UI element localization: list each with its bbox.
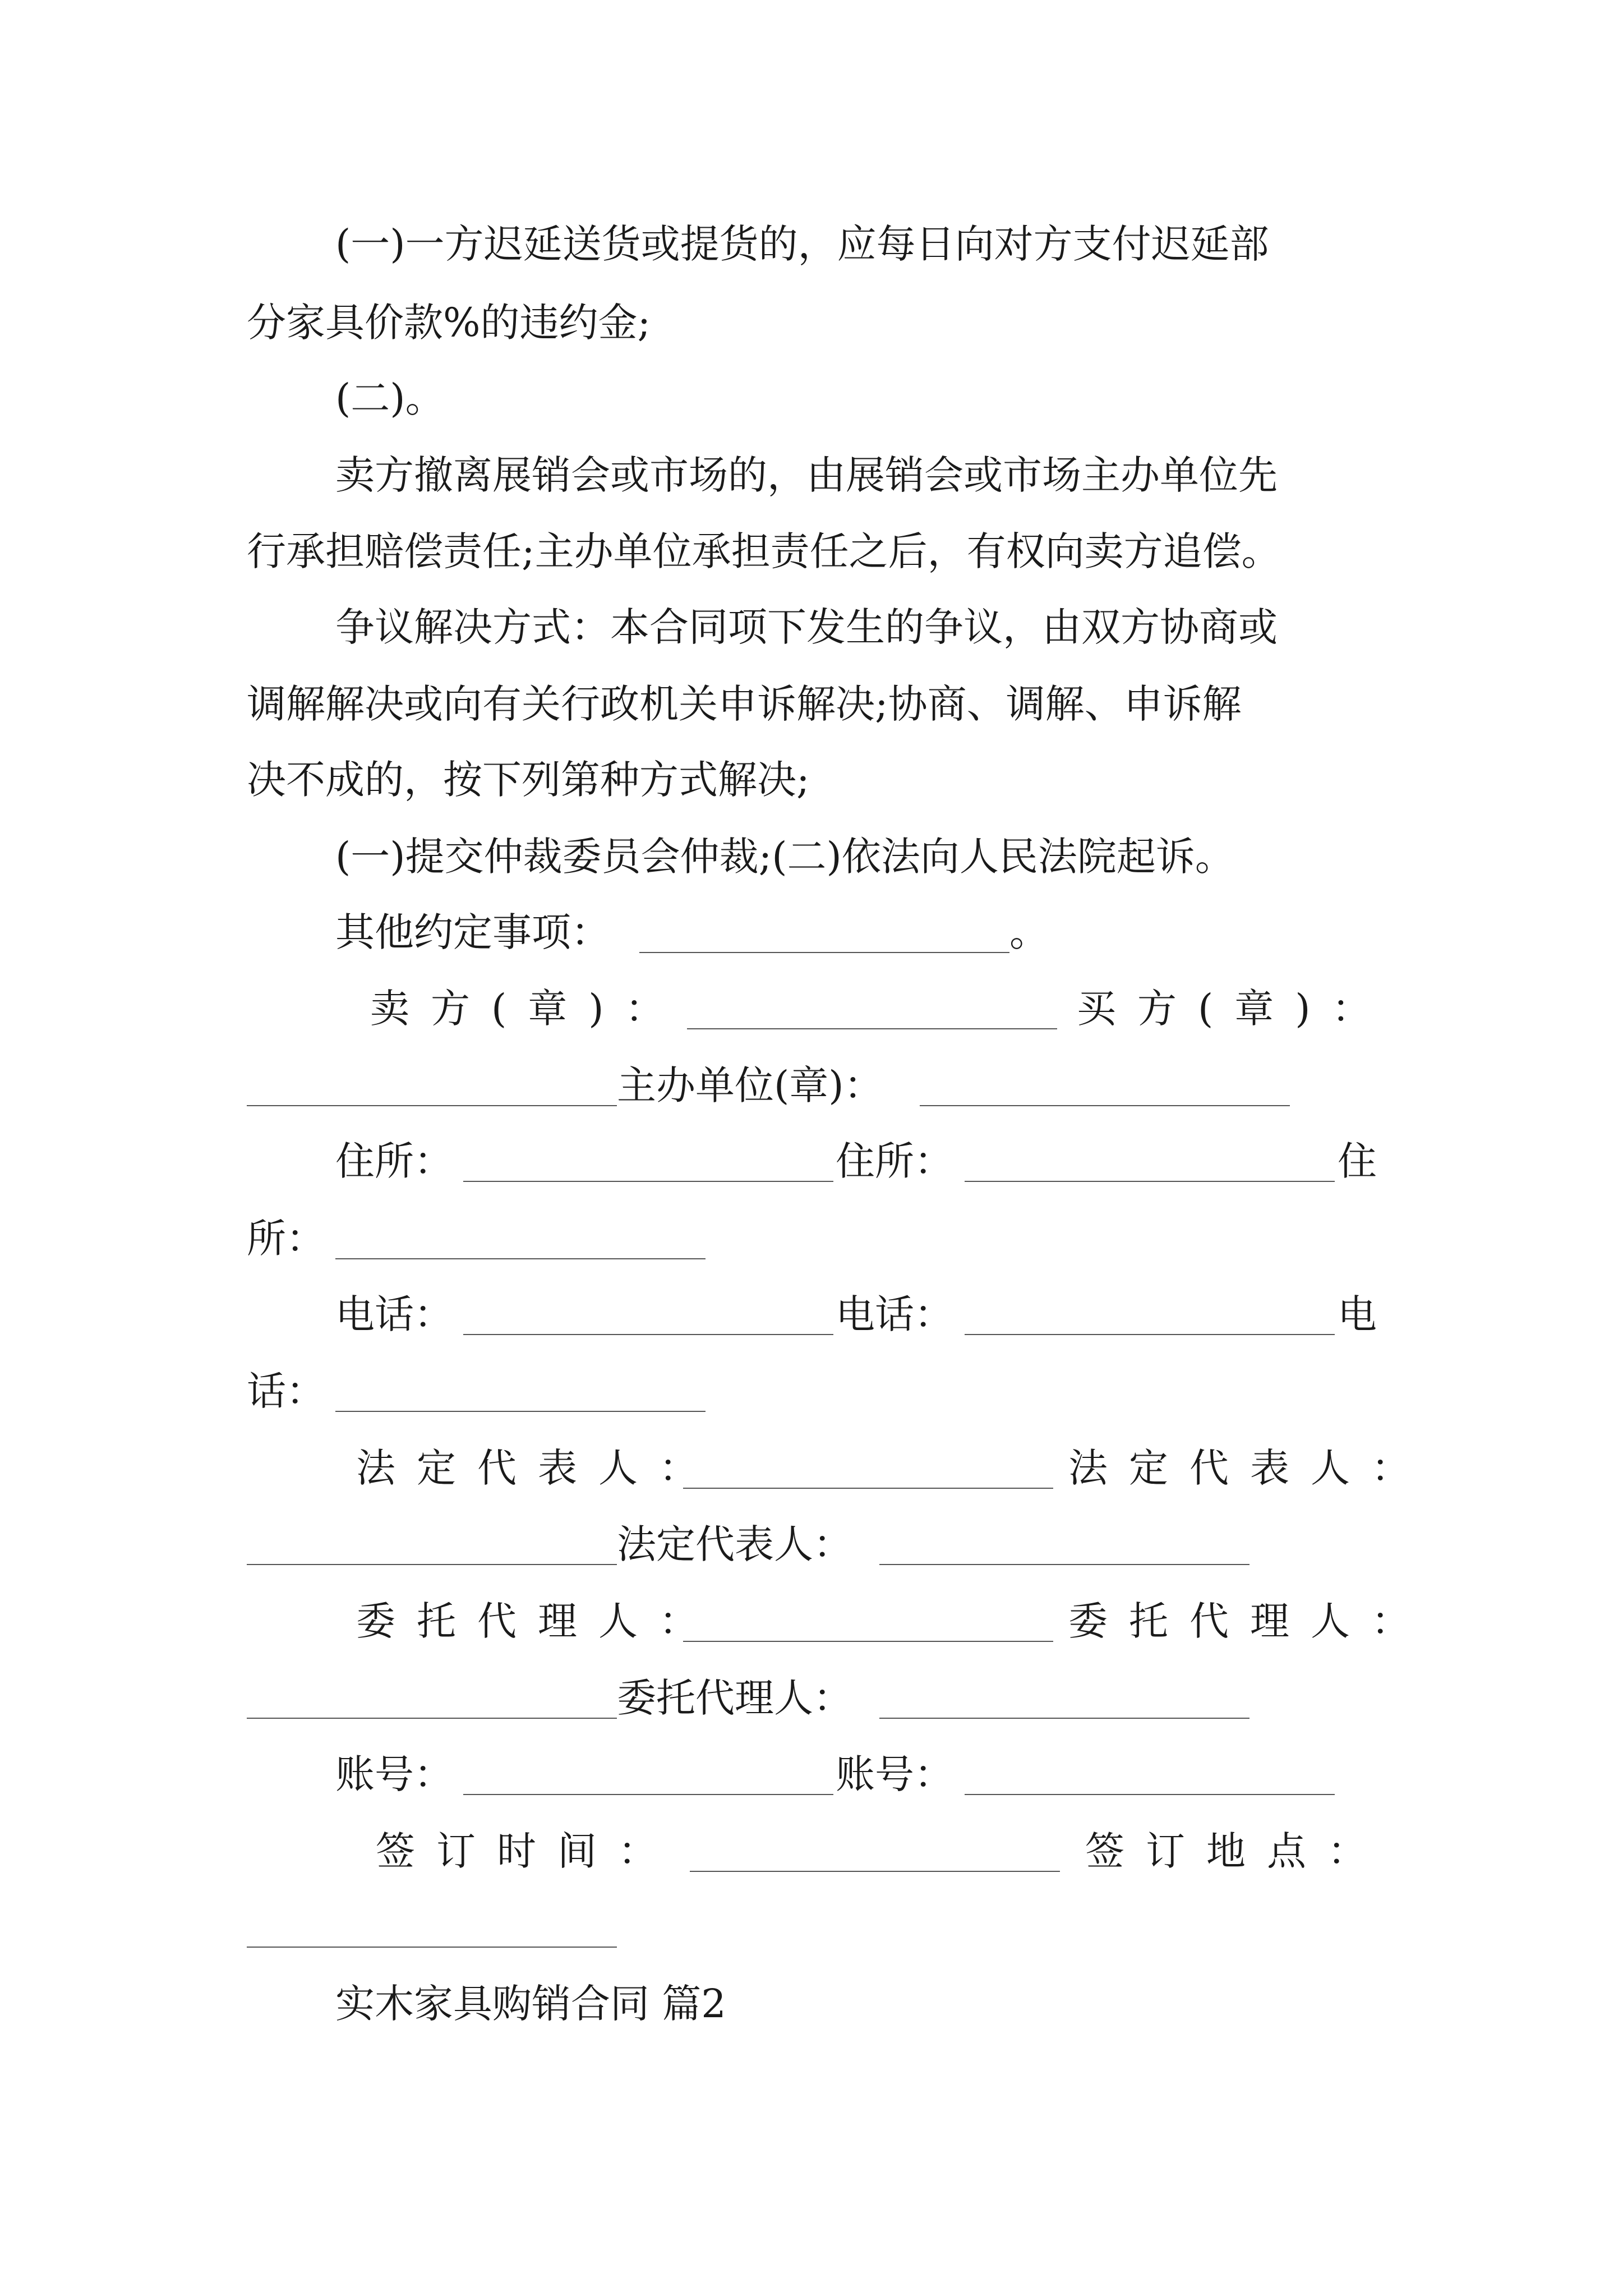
dispute-line2: 调解解决或向有关行政机关申诉解决;协商、调解、申诉解 (247, 681, 1242, 727)
phone-label-1: 电话： (335, 1291, 453, 1337)
legal-rep-blank-3 (879, 1564, 1249, 1565)
phone-label-3b: 话： (247, 1368, 325, 1414)
account-blank-1 (463, 1794, 833, 1795)
account-blank-2 (965, 1794, 1335, 1795)
phone-blank-2 (965, 1334, 1335, 1335)
account-label-1: 账号： (335, 1751, 453, 1797)
legal-rep-blank-1 (683, 1488, 1053, 1489)
clause-withdraw-line1: 卖方撤离展销会或市场的，由展销会或市场主办单位先 (335, 452, 1278, 498)
legal-rep-label-2: 法定代表人： (1068, 1445, 1432, 1491)
sign-time-label: 签订时间： (376, 1828, 679, 1874)
other-matters-end: 。 (1009, 909, 1049, 955)
organizer-seal-label: 主办单位(章)： (617, 1062, 883, 1108)
agent-blank-3 (879, 1718, 1249, 1719)
sign-place-blank (247, 1947, 617, 1948)
address-label-1: 住所： (335, 1138, 453, 1184)
section-title: 实木家具购销合同 篇2 (335, 1981, 726, 2027)
phone-label-3a: 电 (1338, 1291, 1377, 1337)
agent-label-2: 委托代理人： (1068, 1598, 1432, 1644)
agent-blank-2 (247, 1718, 617, 1719)
address-blank-1 (463, 1181, 833, 1182)
address-label-3b: 所： (247, 1216, 325, 1262)
agent-label-3: 委托代理人： (617, 1675, 852, 1721)
phone-blank-3 (335, 1411, 706, 1412)
account-label-2: 账号： (836, 1751, 953, 1797)
legal-rep-blank-2 (247, 1564, 617, 1565)
dispute-line1: 争议解决方式：本合同项下发生的争议，由双方协商或 (335, 604, 1278, 650)
phone-label-2: 电话： (836, 1291, 953, 1337)
agent-label-1: 委托代理人： (356, 1598, 720, 1644)
address-label-3a: 住 (1338, 1138, 1377, 1184)
clause-two: (二)。 (335, 375, 445, 421)
clause-delay-line2: 分家具价款%的违约金; (247, 300, 651, 346)
address-blank-2 (965, 1181, 1335, 1182)
agent-blank-1 (683, 1641, 1053, 1642)
other-matters-label: 其他约定事项： (335, 909, 610, 955)
legal-rep-label-1: 法定代表人： (356, 1445, 720, 1491)
address-blank-3 (335, 1258, 706, 1259)
sign-place-label: 签订地点： (1085, 1828, 1388, 1874)
seller-seal-label: 卖方(章)： (370, 986, 686, 1032)
buyer-seal-label: 买方(章)： (1077, 986, 1393, 1032)
organizer-seal-blank (920, 1105, 1290, 1106)
address-label-2: 住所： (836, 1138, 953, 1184)
dispute-options: (一)提交仲裁委员会仲裁;(二)依法向人民法院起诉。 (335, 834, 1234, 880)
clause-delay-line1: (一)一方迟延送货或提货的，应每日向对方支付迟延部 (335, 221, 1269, 267)
seller-seal-blank (687, 1028, 1057, 1029)
buyer-seal-blank (247, 1105, 617, 1106)
phone-blank-1 (463, 1334, 833, 1335)
other-matters-blank (639, 952, 1009, 953)
legal-rep-label-3: 法定代表人： (617, 1521, 852, 1567)
sign-time-blank (690, 1871, 1060, 1872)
clause-withdraw-line2: 行承担赔偿责任;主办单位承担责任之后，有权向卖方追偿。 (247, 528, 1281, 574)
dispute-line3: 决不成的，按下列第种方式解决; (247, 757, 810, 803)
